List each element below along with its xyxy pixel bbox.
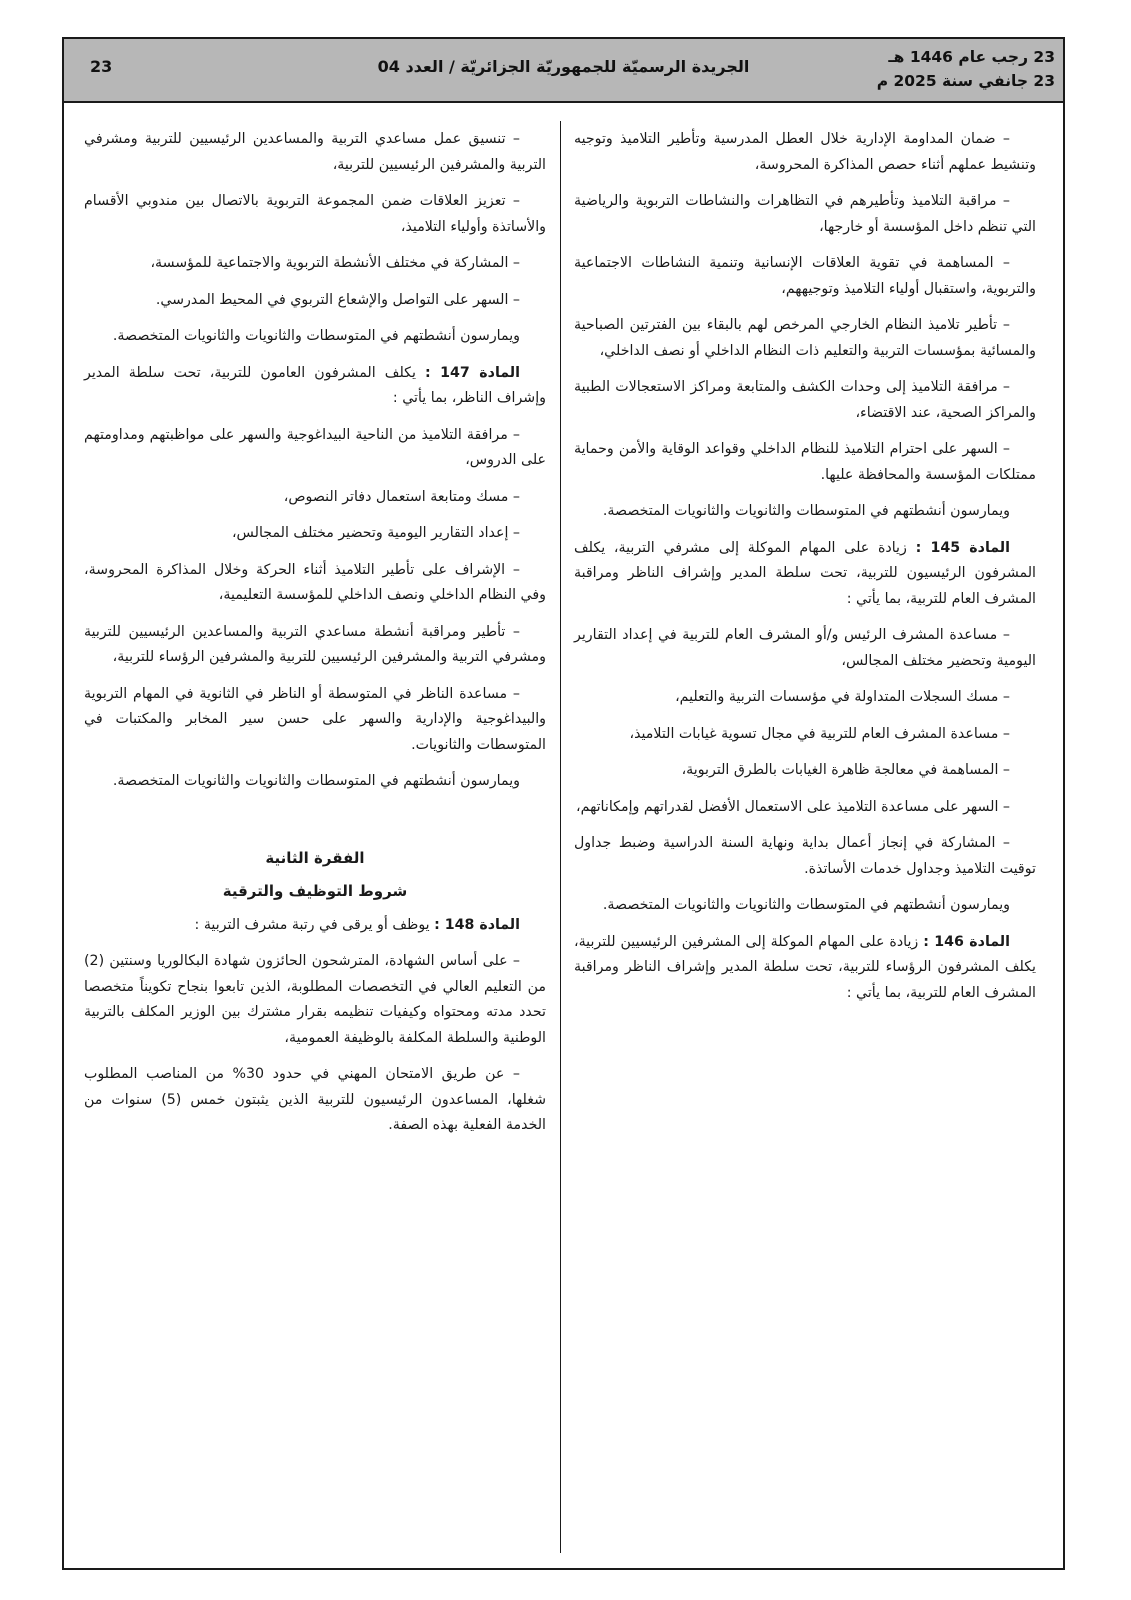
paragraph: – السهر على مساعدة التلاميذ على الاستعمال الأفضل لقدراتهم وإمكاناتهم، bbox=[576, 798, 1010, 815]
section-title: الفقرة الثانية bbox=[265, 848, 365, 867]
header-title: الجريدة الرسميّة للجمهوريّة الجزائريّة / العدد 04 bbox=[377, 57, 750, 76]
paragraph: – تأطير تلاميذ النظام الخارجي المرخص لهم بالبقاء بين الفترتين الصباحية والمسائية بمؤسسات التربية والتعليم ذات النظام الداخلي أو نصف الداخلي، bbox=[574, 317, 1036, 359]
paragraph: – ضمان المداومة الإدارية خلال العطل المدرسية وتأطير التلاميذ وتوجيه وتنشيط عملهم أثناء حصص المذاكرة المحروسة، bbox=[574, 131, 1036, 173]
paragraph: – إعداد التقارير اليومية وتحضير مختلف المجالس، bbox=[231, 525, 520, 541]
paragraph: – تأطير ومراقبة أنشطة مساعدي التربية والمساعدين الرئيسيين للتربية ومشرفي التربية والمشرفين الرئيسيين للتربية والمشرفين الرؤساء للتربية، bbox=[84, 623, 546, 665]
article-label: المادة 148 : bbox=[434, 916, 520, 933]
spacer bbox=[84, 806, 546, 846]
paragraph: – المساهمة في معالجة ظاهرة الغيابات بالطرق التربوية، bbox=[681, 762, 1010, 778]
paragraph: – المساهمة في تقوية العلاقات الإنسانية وتنمية النشاطات الاجتماعية والتربوية، واستقبال أولياء التلاميذ وتوجيههم، bbox=[574, 255, 1036, 297]
paragraph: ويمارسون أنشطتهم في المتوسطات والثانويات والثانويات المتخصصة. bbox=[112, 328, 520, 344]
header-date-gregorian: 23 جانفي سنة 2025 م bbox=[876, 72, 1055, 90]
article-text: يوظف أو يرقى في رتبة مشرف التربية : bbox=[194, 916, 435, 933]
paragraph: – السهر على احترام التلاميذ للنظام الداخلي وقواعد الوقاية والأمن وحماية ممتلكات المؤسسة والمحافظة عليها. bbox=[574, 441, 1036, 483]
left-column bbox=[84, 127, 546, 1150]
paragraph: – مسك ومتابعة استعمال دفاتر النصوص، bbox=[283, 488, 520, 505]
paragraph: – المشاركة في مختلف الأنشطة التربوية والاجتماعية للمؤسسة، bbox=[150, 255, 520, 271]
article-148 bbox=[84, 913, 546, 939]
paragraph: – تعزيز العلاقات ضمن المجموعة التربوية بالاتصال بين مندوبي الأقسام والأساتذة وأولياء التلاميذ، bbox=[84, 193, 546, 235]
paragraph: – مساعدة الناظر في المتوسطة أو الناظر في الثانوية في المهام التربوية والبيداغوجية والإدارية والسهر على حسن سير المخابر والمكتبات في المتوسطات والثانويات. bbox=[84, 685, 546, 753]
article-146 bbox=[574, 930, 1036, 1007]
article-label: المادة 145 : bbox=[915, 539, 1010, 556]
paragraph: – مراقبة التلاميذ وتأطيرهم في التظاهرات والنشاطات التربوية والرياضية التي تنظم داخل المؤسسة أو خارجها، bbox=[574, 193, 1036, 235]
paragraph: – مرافقة التلاميذ إلى وحدات الكشف والمتابعة ومراكز الاستعجالات الطبية والمراكز الصحية، عند الاقتضاء، bbox=[574, 379, 1036, 421]
article-145 bbox=[574, 536, 1036, 613]
page-frame bbox=[62, 37, 1065, 1570]
article-text: يكلف المشرفون العامون للتربية، تحت سلطة المدير وإشراف الناظر، بما يأتي : bbox=[84, 364, 546, 406]
paragraph: – مساعدة المشرف الرئيس و/أو المشرف العام للتربية في إعداد التقارير اليومية وتحضير مختلف المجالس، bbox=[574, 627, 1036, 669]
paragraph: – تنسيق عمل مساعدي التربية والمساعدين الرئيسيين للتربية ومشرفي التربية والمشرفين الرئيسيين للتربية، bbox=[84, 131, 546, 173]
paragraph: ويمارسون أنشطتهم في المتوسطات والثانويات والثانويات المتخصصة. bbox=[112, 773, 520, 789]
article-label: المادة 147 : bbox=[425, 364, 520, 381]
paragraph: – مساعدة المشرف العام للتربية في مجال تسوية غيابات التلاميذ، bbox=[629, 725, 1010, 742]
paragraph: ويمارسون أنشطتهم في المتوسطات والثانويات والثانويات المتخصصة. bbox=[602, 503, 1010, 519]
right-column bbox=[574, 127, 1036, 1017]
article-147 bbox=[84, 361, 546, 412]
gazette-header bbox=[64, 39, 1063, 103]
paragraph: – الإشراف على تأطير التلاميذ أثناء الحركة وخلال المذاكرة المحروسة، وفي النظام الداخلي ونصف الداخلي للمؤسسة التعليمية، bbox=[84, 561, 546, 603]
paragraph: – مرافقة التلاميذ من الناحية البيداغوجية والسهر على مواظبتهم ومداومتهم على الدروس، bbox=[84, 426, 546, 468]
header-date-hijri: 23 رجب عام 1446 هـ bbox=[888, 48, 1055, 66]
paragraph: – السهر على التواصل والإشعاع التربوي في المحيط المدرسي. bbox=[155, 291, 520, 308]
column-divider bbox=[560, 121, 561, 1553]
article-label: المادة 146 : bbox=[923, 933, 1010, 950]
paragraph: – على أساس الشهادة، المترشحون الحائزون شهادة البكالوريا وسنتين (2) من التعليم العالي في التخصصات المطلوبة، الذين تابعوا بنجاح تكويناً متخصصا تحدد مدته ومحتواه وكيفيات تنظيمه بقرار مشترك بين الوزير المكلف بالتربية الوطنية والسلطة المكلفة بالوظيفة العمومية، bbox=[84, 953, 546, 1046]
section-subtitle: شروط التوظيف والترقية bbox=[222, 882, 408, 900]
paragraph: ويمارسون أنشطتهم في المتوسطات والثانويات والثانويات المتخصصة. bbox=[602, 897, 1010, 913]
paragraph: – عن طريق الامتحان المهني في حدود 30% من المناصب المطلوب شغلها، المساعدون الرئيسيون للتربية الذين يثبتون خمس (5) سنوات من الخدمة الفعلية بهذه الصفة. bbox=[84, 1066, 546, 1133]
paragraph: – المشاركة في إنجاز أعمال بداية ونهاية السنة الدراسية وضبط جداول توقيت التلاميذ وجداول خدمات الأساتذة. bbox=[574, 835, 1036, 877]
article-text: زيادة على المهام الموكلة إلى مشرفي التربية، يكلف المشرفون الرئيسيون للتربية، تحت سلطة المدير وإشراف الناظر ومراقبة المشرف العام للتربية، بما يأتي : bbox=[574, 539, 1036, 607]
paragraph: – مسك السجلات المتداولة في مؤسسات التربية والتعليم، bbox=[675, 689, 1010, 705]
page-number: 23 bbox=[90, 57, 113, 76]
article-text: زيادة على المهام الموكلة إلى المشرفين الرئيسيين للتربية، يكلف المشرفون الرؤساء للتربية، تحت سلطة المدير وإشراف الناظر ومراقبة المشرف العام للتربية، بما يأتي : bbox=[574, 933, 1036, 1001]
